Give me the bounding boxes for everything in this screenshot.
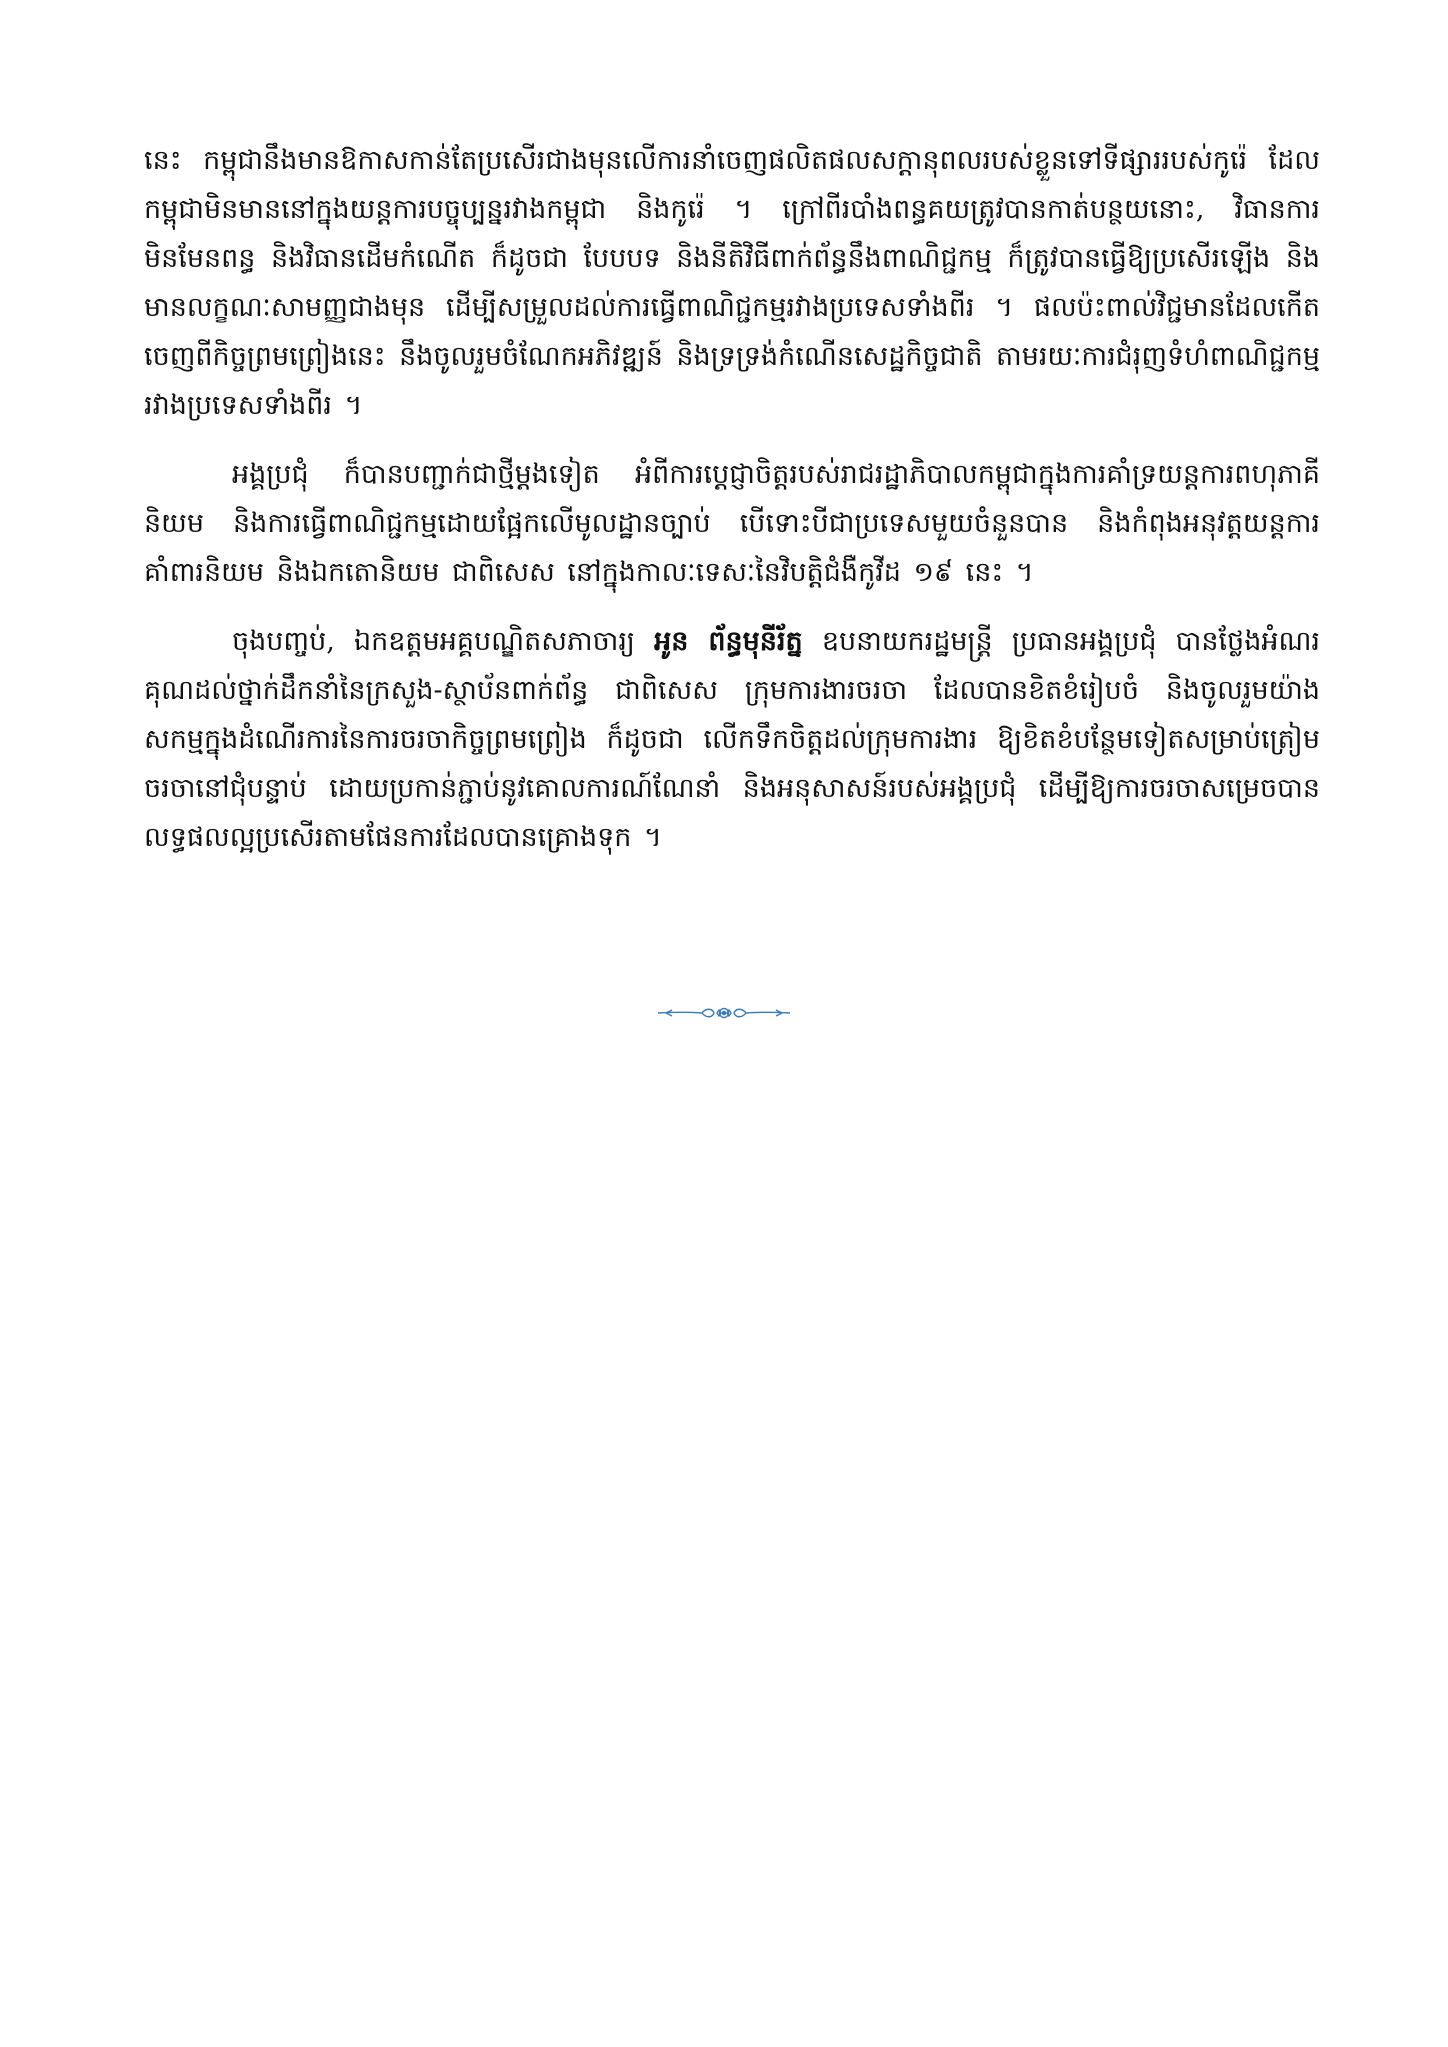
decorative-divider-icon: [656, 1004, 792, 1022]
paragraph-closing-remarks: [144, 617, 1320, 862]
document-body: [144, 136, 1320, 862]
paragraph-multilateralism-commitment-text: អង្គប្រជុំ ក៏បានបញ្ជាក់ជាថ្មីម្តងទៀត អំពីការប្តេជ្ញាចិត្តរបស់រាជរដ្ឋាភិបាលកម្ពុជាក្នុងការគាំទ្រយន្តការពហុភាគីនិយម និងការធ្វើពាណិជ្ជកម្មដោយផ្អែកលើមូលដ្ឋានច្បាប់ បើទោះបីជាប្រទេសមួយចំនួនបាន និងកំពុងអនុវត្តយន្តការគាំពារនិយម និងឯកតោនិយម ជាពិសេស នៅក្នុងកាលៈទេសៈនៃវិបត្តិជំងឺកូវីដ ១៩ នេះ ។: [144, 459, 1320, 588]
paragraph-trade-opportunity-text: នេះ កម្ពុជានឹងមានឱកាសកាន់តែប្រសើរជាងមុនលើការនាំចេញផលិតផលសក្តានុពលរបស់ខ្លួនទៅទីផ្សាររបស់កូរ៉េ ដែលកម្ពុជាមិនមាននៅក្នុងយន្តការបច្ចុប្បន្នរវាងកម្ពុជា និងកូរ៉េ ។ ក្រៅពីរបាំងពន្ធគយត្រូវបានកាត់បន្ថយនោះ, វិធានការមិនមែនពន្ធ និងវិធានដើមកំណើត ក៏ដូចជា បែបបទ និងនីតិវិធីពាក់ព័ន្ធនឹងពាណិជ្ជកម្ម ក៏ត្រូវបានធ្វើឱ្យប្រសើរឡើង និងមានលក្ខណៈសាមញ្ញជាងមុន ដើម្បីសម្រួលដល់ការធ្វើពាណិជ្ជកម្មរវាងប្រទេសទាំងពីរ ។ ផលប៉ះពាល់វិជ្ជមានដែលកើតចេញពីកិច្ចព្រមព្រៀងនេះ នឹងចូលរួមចំណែកអភិវឌ្ឍន៍ និងទ្រទ្រង់កំណើនសេដ្ឋកិច្ចជាតិ តាមរយៈការជំរុញទំហំពាណិជ្ជកម្មរវាងប្រទេសទាំងពីរ ។: [144, 145, 1320, 421]
paragraph-trade-opportunity: [144, 136, 1320, 430]
official-name: អូន ព័ន្ធមុនីរ័ត្ន: [654, 626, 803, 657]
paragraph-closing-remarks-intro: ចុងបញ្ចប់, ឯកឧត្តមអគ្គបណ្ឌិតសភាចារ្យ: [232, 626, 655, 657]
paragraph-closing-remarks-body: ឧបនាយករដ្ឋមន្ត្រី ប្រធានអង្គប្រជុំ បានថ្លែងអំណរគុណដល់ថ្នាក់ដឹកនាំនៃក្រសួង-ស្ថាប័នពាក់ព័ន្ធ ជាពិសេស ក្រុមការងារចរចា ដែលបានខិតខំរៀបចំ និងចូលរួមយ៉ាងសកម្មក្នុងដំណើរការនៃការចរចាកិច្ចព្រមព្រៀង ក៏ដូចជា លើកទឹកចិត្តដល់ក្រុមការងារ ឱ្យខិតខំបន្ថែមទៀតសម្រាប់ត្រៀមចរចានៅជុំបន្ទាប់ ដោយប្រកាន់ភ្ជាប់នូវគោលការណ៍ណែនាំ និងអនុសាសន៍របស់អង្គប្រជុំ ដើម្បីឱ្យការចរចាសម្រេចបានលទ្ធផលល្អប្រសើរតាមផែនការដែលបានគ្រោងទុក ។: [144, 626, 1320, 853]
paragraph-multilateralism-commitment: [144, 450, 1320, 597]
